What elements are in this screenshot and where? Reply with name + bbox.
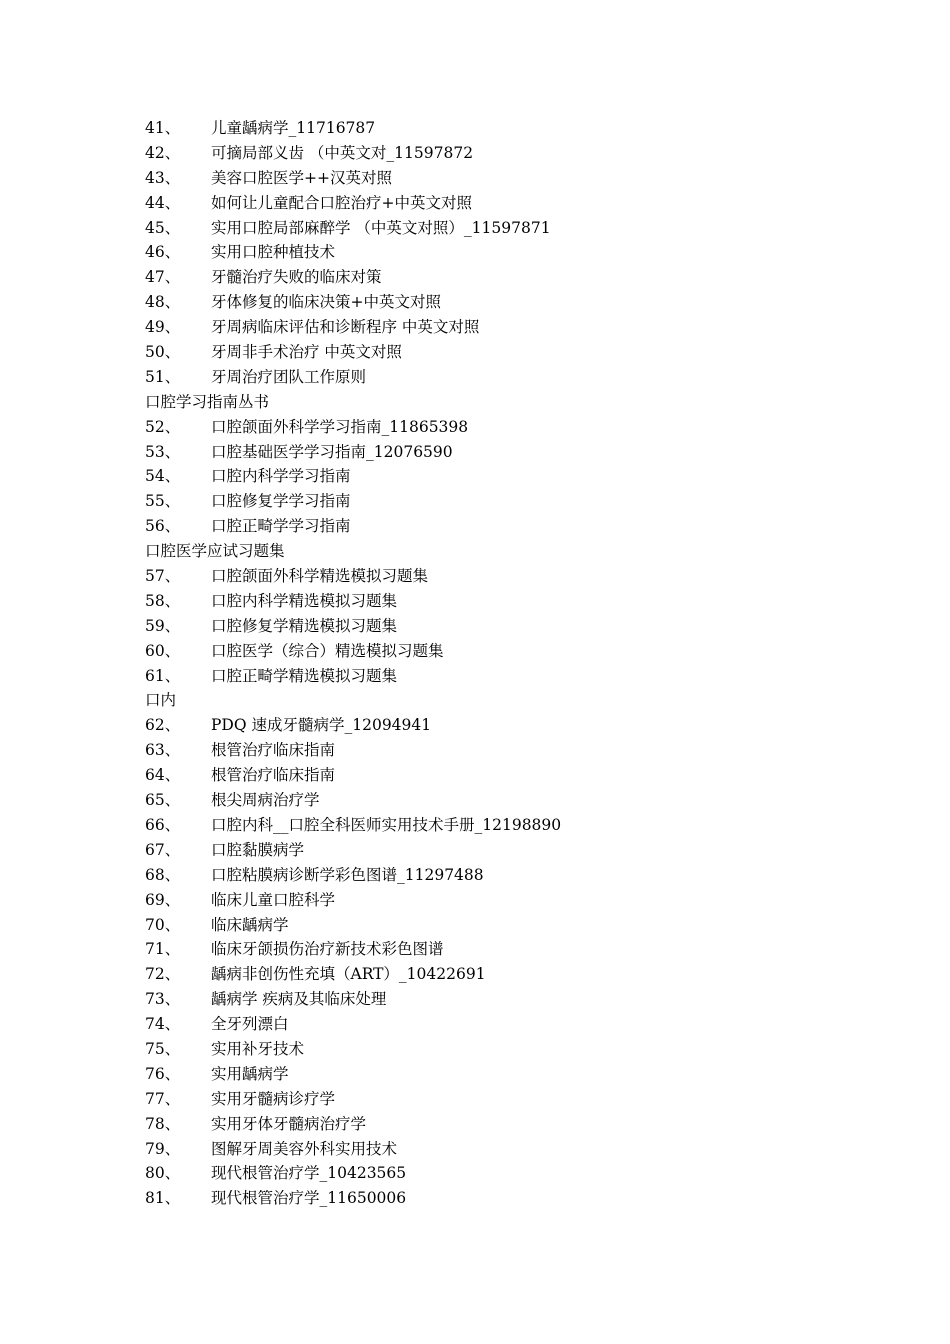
list-item-number: 42、: [145, 143, 181, 162]
list-item: [145, 365, 905, 390]
list-item: [145, 415, 905, 440]
list-item-title: PDQ 速成牙髓病学_12094941: [211, 716, 432, 735]
list-item: [145, 1186, 905, 1211]
list-item-number: 68、: [145, 865, 181, 884]
list-item: [145, 1137, 905, 1162]
list-item-title: 临床牙颌损伤治疗新技术彩色图谱: [211, 940, 444, 959]
list-item: [145, 888, 905, 913]
list-item-number: 74、: [145, 1015, 181, 1034]
list-item-number: 81、: [145, 1189, 181, 1208]
list-item-number: 49、: [145, 318, 181, 337]
list-item-number: 77、: [145, 1089, 181, 1108]
list-item-number: 53、: [145, 442, 181, 461]
list-item-number: 66、: [145, 815, 181, 834]
list-item-number: 61、: [145, 666, 181, 685]
list-item: [145, 166, 905, 191]
list-item-title: 实用牙体牙髓病治疗学: [211, 1114, 367, 1133]
list-item-title: 口腔修复学学习指南: [211, 492, 351, 511]
list-item-title: 牙周非手术治疗 中英文对照: [211, 343, 402, 362]
list-item-title: 牙髓治疗失败的临床对策: [211, 268, 382, 287]
section-heading: [145, 539, 905, 564]
list-item-number: 58、: [145, 591, 181, 610]
list-item-number: 78、: [145, 1114, 181, 1133]
list-item: [145, 962, 905, 987]
list-item-title: 根管治疗临床指南: [211, 766, 336, 785]
list-item-number: 44、: [145, 193, 181, 212]
list-item-number: 80、: [145, 1164, 181, 1183]
list-item-title: 可摘局部义齿 （中英文对_11597872: [211, 143, 474, 162]
list-item: [145, 788, 905, 813]
list-item-number: 60、: [145, 641, 181, 660]
list-item: [145, 763, 905, 788]
list-item-title: 现代根管治疗学_11650006: [211, 1189, 407, 1208]
list-item-number: 56、: [145, 517, 181, 536]
list-item-number: 69、: [145, 890, 181, 909]
list-item-number: 50、: [145, 343, 181, 362]
list-item: [145, 489, 905, 514]
list-item-title: 实用牙髓病诊疗学: [211, 1089, 336, 1108]
list-item-title: 口腔医学（综合）精选模拟习题集: [211, 641, 444, 660]
list-item: [145, 1161, 905, 1186]
list-item: [145, 514, 905, 539]
list-item-title: 实用补牙技术: [211, 1039, 305, 1058]
list-item-title: 牙周治疗团队工作原则: [211, 367, 367, 386]
list-item-number: 76、: [145, 1064, 181, 1083]
list-item-title: 根管治疗临床指南: [211, 741, 336, 760]
list-item: [145, 141, 905, 166]
list-item: [145, 116, 905, 141]
list-item-title: 全牙列漂白: [211, 1015, 289, 1034]
list-item: [145, 440, 905, 465]
list-item: [145, 937, 905, 962]
list-item: [145, 564, 905, 589]
list-item-title: 现代根管治疗学_10423565: [211, 1164, 407, 1183]
list-item-title: 临床儿童口腔科学: [211, 890, 336, 909]
list-item-number: 59、: [145, 616, 181, 635]
list-item-title: 龋病非创伤性充填（ART）_10422691: [211, 965, 486, 984]
list-item-title: 口腔粘膜病诊断学彩色图谱_11297488: [211, 865, 484, 884]
list-item: [145, 639, 905, 664]
list-item: [145, 664, 905, 689]
list-item-title: 实用口腔局部麻醉学 （中英文对照）_11597871: [211, 218, 551, 237]
list-item-number: 65、: [145, 791, 181, 810]
list-item-number: 43、: [145, 168, 181, 187]
book-list: [145, 116, 905, 1211]
list-item: [145, 191, 905, 216]
list-item-title: 口腔颌面外科学学习指南_11865398: [211, 417, 469, 436]
list-item: [145, 813, 905, 838]
list-item-title: 图解牙周美容外科实用技术: [211, 1139, 398, 1158]
list-item-number: 52、: [145, 417, 181, 436]
list-item: [145, 614, 905, 639]
list-item: [145, 1037, 905, 1062]
list-item: [145, 589, 905, 614]
list-item: [145, 1062, 905, 1087]
list-item-number: 41、: [145, 119, 181, 137]
list-item: [145, 913, 905, 938]
list-item-title: 临床龋病学: [211, 915, 289, 934]
list-item: [145, 340, 905, 365]
list-item: [145, 987, 905, 1012]
list-item-title: 如何让儿童配合口腔治疗+中英文对照: [211, 193, 472, 212]
list-item-title: 口腔内科__口腔全科医师实用技术手册_12198890: [211, 815, 562, 834]
list-item-title: 实用龋病学: [211, 1064, 289, 1083]
section-heading-text: 口腔医学应试习题集: [145, 542, 285, 561]
list-item-title: 根尖周病治疗学: [211, 791, 320, 810]
list-item-number: 57、: [145, 567, 181, 586]
list-item: [145, 1012, 905, 1037]
list-item-number: 71、: [145, 940, 181, 959]
list-item-number: 64、: [145, 766, 181, 785]
list-item: [145, 265, 905, 290]
list-item-title: 口腔内科学学习指南: [211, 467, 351, 486]
list-item-title: 实用口腔种植技术: [211, 243, 336, 262]
list-item: [145, 464, 905, 489]
list-item-number: 67、: [145, 840, 181, 859]
list-item-number: 63、: [145, 741, 181, 760]
list-item-number: 70、: [145, 915, 181, 934]
list-item-number: 79、: [145, 1139, 181, 1158]
list-item-title: 口腔修复学精选模拟习题集: [211, 616, 398, 635]
section-heading: [145, 688, 905, 713]
list-item-title: 口腔内科学精选模拟习题集: [211, 591, 398, 610]
list-item-number: 55、: [145, 492, 181, 511]
list-item: [145, 315, 905, 340]
list-item-title: 牙周病临床评估和诊断程序 中英文对照: [211, 318, 480, 337]
section-heading-text: 口腔学习指南丛书: [145, 392, 270, 411]
list-item-number: 75、: [145, 1039, 181, 1058]
section-heading: [145, 390, 905, 415]
list-item-number: 73、: [145, 990, 181, 1009]
list-item: [145, 240, 905, 265]
list-item-title: 口腔正畸学精选模拟习题集: [211, 666, 398, 685]
list-item-number: 48、: [145, 293, 181, 312]
list-item: [145, 216, 905, 241]
list-item-number: 47、: [145, 268, 181, 287]
list-item: [145, 838, 905, 863]
list-item-number: 72、: [145, 965, 181, 984]
list-item-title: 口腔黏膜病学: [211, 840, 305, 859]
list-item-title: 儿童龋病学_11716787: [211, 119, 376, 137]
list-item: [145, 290, 905, 315]
list-item: [145, 1112, 905, 1137]
list-item-number: 46、: [145, 243, 181, 262]
list-item-number: 54、: [145, 467, 181, 486]
list-item-number: 62、: [145, 716, 181, 735]
list-item-title: 口腔正畸学学习指南: [211, 517, 351, 536]
list-item: [145, 738, 905, 763]
list-item-number: 45、: [145, 218, 181, 237]
list-item-number: 51、: [145, 367, 181, 386]
list-item-title: 口腔颌面外科学精选模拟习题集: [211, 567, 429, 586]
list-item-title: 龋病学 疾病及其临床处理: [211, 990, 387, 1009]
list-item: [145, 863, 905, 888]
section-heading-text: 口内: [145, 691, 177, 710]
list-item: [145, 713, 905, 738]
list-item-title: 美容口腔医学++汉英对照: [211, 168, 392, 187]
list-item-title: 口腔基础医学学习指南_12076590: [211, 442, 453, 461]
list-item: [145, 1087, 905, 1112]
list-item-title: 牙体修复的临床决策+中英文对照: [211, 293, 441, 312]
